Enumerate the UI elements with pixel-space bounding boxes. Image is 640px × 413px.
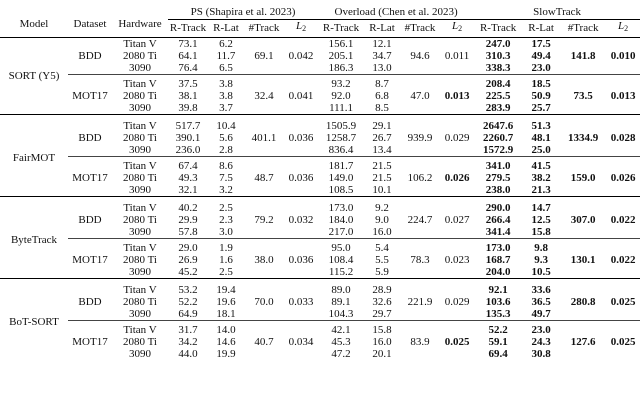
sl-rtrack-cell: 247.0: [485, 38, 511, 50]
ps-rtrack-cell: 44.0: [178, 348, 198, 360]
ov-rlat-cell: 28.9: [372, 284, 392, 296]
ov-rtrack-cell: 45.3: [331, 336, 351, 348]
ps-rlat-cell: 8.6: [219, 160, 233, 172]
sl-rlat-cell: 24.3: [531, 336, 551, 348]
dataset-cell: BDD: [78, 214, 102, 226]
ps-rtrack-cell: 57.8: [178, 226, 198, 238]
hardware-cell: Titan V: [123, 284, 157, 296]
sl-rtrack-cell: 204.0: [485, 266, 511, 278]
sl-rtrack-cell: 92.1: [488, 284, 508, 296]
sl-rlat-cell: 12.5: [531, 214, 551, 226]
ov-l2-cell: 0.027: [444, 214, 470, 226]
hardware-cell: Titan V: [123, 78, 157, 90]
ov-rtrack-cell: 1505.9: [325, 120, 357, 132]
ov-rtrack-cell: 93.2: [331, 78, 351, 90]
sl-rtrack-cell: 1572.9: [482, 144, 514, 156]
sl-rtrack-cell: 135.3: [485, 308, 511, 320]
ps-rlat-cell: 14.6: [216, 336, 236, 348]
ov-l2-header: $L_2$: [452, 20, 463, 33]
ps-l2-cell: 0.036: [288, 254, 314, 266]
sl-l2-cell: 0.022: [610, 214, 636, 226]
ps-rlat-cell: 19.9: [216, 348, 236, 360]
ov-rlat-cell: 9.2: [375, 202, 389, 214]
sl-ntrack-cell: 307.0: [570, 214, 596, 226]
table-row: [0, 38, 640, 51]
dataset-cell: MOT17: [72, 254, 108, 266]
sl-rlat-cell: 33.6: [531, 284, 551, 296]
sl-rlat-cell: 41.5: [531, 160, 551, 172]
ov-rtrack-cell: 92.0: [331, 90, 351, 102]
sl-rtrack-cell: 279.5: [485, 172, 511, 184]
sl-ntrack-cell: 73.5: [573, 90, 593, 102]
sl-l2-cell: 0.025: [610, 296, 636, 308]
dataset-cell: MOT17: [72, 90, 108, 102]
sl-rlat-cell: 36.5: [531, 296, 551, 308]
overload-group-header: Overload (Chen et al. 2023): [318, 3, 474, 20]
ov-rtrack-cell: 1258.7: [325, 132, 357, 144]
hardware-cell: Titan V: [123, 324, 157, 336]
ov-l2-cell: 0.029: [444, 132, 470, 144]
ps-rlat-cell: 1.9: [219, 242, 233, 254]
model-cell: BoT-SORT: [9, 316, 59, 328]
ps-ntrack-cell: 69.1: [254, 50, 274, 62]
hardware-cell: 2080 Ti: [123, 50, 157, 62]
hardware-cell: 2080 Ti: [123, 336, 157, 348]
hardware-cell: 3090: [129, 226, 151, 238]
sl-rlat-cell: 49.7: [531, 308, 551, 320]
ov-rlat-cell: 20.1: [372, 348, 392, 360]
ps-rlat-cell: 11.7: [216, 50, 236, 62]
ov-ntrack-header: #Track: [404, 21, 436, 34]
ov-rlat-header: R-Lat: [369, 21, 395, 34]
dataset-cell: MOT17: [72, 172, 108, 184]
ov-rlat-cell: 34.7: [372, 50, 392, 62]
ov-rtrack-header: R-Track: [322, 21, 360, 34]
hardware-cell: Titan V: [123, 38, 157, 50]
ps-rtrack-cell: 64.1: [178, 50, 198, 62]
sl-rlat-cell: 18.5: [531, 78, 551, 90]
ov-rlat-cell: 12.1: [372, 38, 392, 50]
ps-rlat-cell: 1.6: [219, 254, 233, 266]
sl-rtrack-cell: 173.0: [485, 242, 511, 254]
ps-l2-cell: 0.033: [288, 296, 314, 308]
ps-ntrack-cell: 40.7: [254, 336, 274, 348]
hardware-header: Hardware: [118, 17, 162, 30]
header-row-groups: [0, 3, 640, 20]
ps-rlat-cell: 19.6: [216, 296, 236, 308]
hardware-cell: Titan V: [123, 202, 157, 214]
sl-rlat-header: R-Lat: [528, 21, 554, 34]
ov-l2-cell: 0.013: [444, 90, 470, 102]
ov-rlat-cell: 16.0: [372, 226, 392, 238]
sl-rtrack-cell: 69.4: [488, 348, 508, 360]
ov-rtrack-cell: 108.4: [328, 254, 354, 266]
ps-rlat-cell: 7.5: [219, 172, 233, 184]
sl-rlat-cell: 9.3: [534, 254, 548, 266]
sl-l2-cell: 0.022: [610, 254, 636, 266]
dataset-cell: BDD: [78, 132, 102, 144]
ov-l2-cell: 0.029: [444, 296, 470, 308]
table-row: [0, 284, 640, 296]
hardware-cell: 2080 Ti: [123, 296, 157, 308]
dataset-header: Dataset: [73, 17, 107, 30]
hardware-cell: Titan V: [123, 242, 157, 254]
sl-l2-cell: 0.013: [610, 90, 636, 102]
ov-rlat-cell: 21.5: [372, 172, 392, 184]
ov-rlat-cell: 6.8: [375, 90, 389, 102]
ps-rlat-cell: 2.3: [219, 214, 233, 226]
hardware-cell: 2080 Ti: [123, 172, 157, 184]
results-table: [0, 3, 640, 360]
model-header: Model: [19, 17, 49, 30]
ov-rlat-cell: 5.4: [375, 242, 389, 254]
ps-rlat-header: R-Lat: [213, 21, 239, 34]
ps-rtrack-cell: 26.9: [178, 254, 198, 266]
ps-rtrack-cell: 52.2: [178, 296, 198, 308]
sl-rtrack-cell: 238.0: [485, 184, 511, 196]
ov-rtrack-cell: 186.3: [328, 62, 354, 74]
ps-rlat-cell: 18.1: [216, 308, 236, 320]
ov-rtrack-cell: 217.0: [328, 226, 354, 238]
ps-rlat-cell: 19.4: [216, 284, 236, 296]
hardware-cell: 2080 Ti: [123, 132, 157, 144]
hardware-cell: 3090: [129, 102, 151, 114]
ov-rlat-cell: 26.7: [372, 132, 392, 144]
ps-rtrack-cell: 38.1: [178, 90, 198, 102]
sl-rtrack-cell: 103.6: [485, 296, 511, 308]
ov-l2-cell: 0.025: [444, 336, 470, 348]
sl-rtrack-cell: 208.4: [485, 78, 511, 90]
ps-ntrack-cell: 38.0: [254, 254, 274, 266]
ov-rtrack-cell: 149.0: [328, 172, 354, 184]
ps-rtrack-cell: 40.2: [178, 202, 198, 214]
ov-l2-cell: 0.011: [444, 50, 470, 62]
ps-rtrack-cell: 31.7: [178, 324, 198, 336]
sl-rlat-cell: 30.8: [531, 348, 551, 360]
sl-ntrack-header: #Track: [567, 21, 599, 34]
hardware-cell: 3090: [129, 184, 151, 196]
model-cell: ByteTrack: [10, 234, 58, 246]
sl-rlat-cell: 50.9: [531, 90, 551, 102]
sl-rlat-cell: 21.3: [531, 184, 551, 196]
ov-rtrack-cell: 181.7: [328, 160, 354, 172]
sl-rlat-cell: 23.0: [531, 62, 551, 74]
ps-ntrack-cell: 70.0: [254, 296, 274, 308]
ps-rtrack-cell: 64.9: [178, 308, 198, 320]
hardware-cell: 3090: [129, 308, 151, 320]
sl-l2-cell: 0.010: [610, 50, 636, 62]
ov-rtrack-cell: 104.3: [328, 308, 354, 320]
ov-ntrack-cell: 939.9: [407, 132, 433, 144]
sl-rtrack-cell: 2260.7: [482, 132, 514, 144]
ps-rtrack-cell: 45.2: [178, 266, 198, 278]
ps-rlat-cell: 3.7: [219, 102, 233, 114]
hardware-cell: 2080 Ti: [123, 254, 157, 266]
hardware-cell: Titan V: [123, 160, 157, 172]
sl-rtrack-cell: 225.5: [485, 90, 511, 102]
ps-rlat-cell: 2.8: [219, 144, 233, 156]
sl-rtrack-cell: 341.0: [485, 160, 511, 172]
table-row: [0, 242, 640, 254]
table-row: [0, 120, 640, 132]
sl-ntrack-cell: 159.0: [570, 172, 596, 184]
hardware-cell: 2080 Ti: [123, 214, 157, 226]
ov-l2-cell: 0.023: [444, 254, 470, 266]
dataset-cell: BDD: [78, 296, 102, 308]
table-body: [0, 38, 640, 361]
ov-rtrack-cell: 47.2: [331, 348, 351, 360]
sl-ntrack-cell: 127.6: [570, 336, 596, 348]
sl-rlat-cell: 23.0: [531, 324, 551, 336]
sl-rlat-cell: 25.0: [531, 144, 551, 156]
ps-l2-cell: 0.036: [288, 132, 314, 144]
ps-l2-cell: 0.042: [288, 50, 314, 62]
table-row: [0, 78, 640, 90]
ov-rtrack-cell: 89.0: [331, 284, 351, 296]
ps-l2-cell: 0.036: [288, 172, 314, 184]
ps-rtrack-cell: 39.8: [178, 102, 198, 114]
slowtrack-group-header: SlowTrack: [474, 3, 640, 20]
table-row: [0, 202, 640, 214]
ps-ntrack-cell: 48.7: [254, 172, 274, 184]
ps-rtrack-cell: 29.0: [178, 242, 198, 254]
sl-l2-cell: 0.026: [610, 172, 636, 184]
dataset-cell: BDD: [78, 50, 102, 62]
ps-rtrack-cell: 390.1: [175, 132, 201, 144]
ps-rlat-cell: 3.8: [219, 78, 233, 90]
ps-ntrack-cell: 32.4: [254, 90, 274, 102]
ov-rtrack-cell: 173.0: [328, 202, 354, 214]
ov-ntrack-cell: 47.0: [410, 90, 430, 102]
ps-rlat-cell: 2.5: [219, 202, 233, 214]
ov-rlat-cell: 8.5: [375, 102, 389, 114]
sl-rtrack-cell: 52.2: [488, 324, 508, 336]
sl-rtrack-cell: 290.0: [485, 202, 511, 214]
ov-ntrack-cell: 224.7: [407, 214, 433, 226]
ps-rtrack-cell: 236.0: [175, 144, 201, 156]
ov-rtrack-cell: 205.1: [328, 50, 354, 62]
sl-rlat-cell: 17.5: [531, 38, 551, 50]
sl-ntrack-cell: 280.8: [570, 296, 596, 308]
ov-rtrack-cell: 89.1: [331, 296, 351, 308]
ps-rlat-cell: 10.4: [216, 120, 236, 132]
ov-ntrack-cell: 78.3: [410, 254, 430, 266]
ov-rlat-cell: 9.0: [375, 214, 389, 226]
table-row: [0, 160, 640, 172]
ps-rlat-cell: 3.0: [219, 226, 233, 238]
ps-rtrack-cell: 32.1: [178, 184, 198, 196]
ps-group-header: PS (Shapira et al. 2023): [168, 3, 318, 20]
sl-l2-cell: 0.025: [610, 336, 636, 348]
sl-rtrack-cell: 341.4: [485, 226, 511, 238]
ov-ntrack-cell: 221.9: [407, 296, 433, 308]
ov-rlat-cell: 13.4: [372, 144, 392, 156]
ps-ntrack-cell: 79.2: [254, 214, 274, 226]
ov-rtrack-cell: 42.1: [331, 324, 351, 336]
ov-rtrack-cell: 95.0: [331, 242, 351, 254]
sl-rlat-cell: 51.3: [531, 120, 551, 132]
ov-rlat-cell: 29.7: [372, 308, 392, 320]
ov-ntrack-cell: 83.9: [410, 336, 430, 348]
sl-rlat-cell: 48.1: [531, 132, 551, 144]
sl-rlat-cell: 9.8: [534, 242, 548, 254]
ps-l2-cell: 0.032: [288, 214, 314, 226]
ov-rlat-cell: 5.5: [375, 254, 389, 266]
sl-rlat-cell: 25.7: [531, 102, 551, 114]
hardware-cell: 3090: [129, 266, 151, 278]
ov-rtrack-cell: 184.0: [328, 214, 354, 226]
ov-rtrack-cell: 156.1: [328, 38, 354, 50]
sl-ntrack-cell: 1334.9: [567, 132, 599, 144]
ps-rtrack-header: R-Track: [169, 21, 207, 34]
ov-ntrack-cell: 94.6: [410, 50, 430, 62]
ps-rtrack-cell: 53.2: [178, 284, 198, 296]
ov-rtrack-cell: 108.5: [328, 184, 354, 196]
ov-l2-cell: 0.026: [444, 172, 470, 184]
hardware-cell: 3090: [129, 62, 151, 74]
sl-rtrack-cell: 283.9: [485, 102, 511, 114]
ps-rlat-cell: 3.8: [219, 90, 233, 102]
ov-rlat-cell: 5.9: [375, 266, 389, 278]
ps-ntrack-cell: 401.1: [251, 132, 277, 144]
ps-rlat-cell: 5.6: [219, 132, 233, 144]
ps-ntrack-header: #Track: [248, 21, 280, 34]
hardware-cell: 3090: [129, 144, 151, 156]
ov-rlat-cell: 16.0: [372, 336, 392, 348]
ps-rlat-cell: 2.5: [219, 266, 233, 278]
sl-rtrack-cell: 266.4: [485, 214, 511, 226]
ov-rtrack-cell: 111.1: [329, 102, 354, 114]
ov-rlat-cell: 29.1: [372, 120, 392, 132]
sl-rlat-cell: 10.5: [531, 266, 551, 278]
sl-rtrack-cell: 168.7: [485, 254, 511, 266]
ov-ntrack-cell: 106.2: [407, 172, 433, 184]
ps-rtrack-cell: 34.2: [178, 336, 198, 348]
sl-l2-header: $L_2$: [618, 20, 629, 33]
ps-rtrack-cell: 517.7: [175, 120, 201, 132]
ps-rtrack-cell: 37.5: [178, 78, 198, 90]
ov-rlat-cell: 10.1: [372, 184, 392, 196]
ps-rtrack-cell: 49.3: [178, 172, 198, 184]
ov-rtrack-cell: 115.2: [328, 266, 354, 278]
sl-ntrack-cell: 130.1: [570, 254, 596, 266]
ps-rlat-cell: 14.0: [216, 324, 236, 336]
ov-rlat-cell: 32.6: [372, 296, 392, 308]
sl-rlat-cell: 38.2: [531, 172, 551, 184]
ov-rlat-cell: 8.7: [375, 78, 389, 90]
hardware-cell: 3090: [129, 348, 151, 360]
ps-rtrack-cell: 67.4: [178, 160, 198, 172]
sl-rlat-cell: 14.7: [531, 202, 551, 214]
ps-rtrack-cell: 29.9: [178, 214, 198, 226]
ps-l2-cell: 0.034: [288, 336, 314, 348]
sl-rtrack-cell: 2647.6: [482, 120, 514, 132]
sl-rlat-cell: 49.4: [531, 50, 551, 62]
model-cell: FairMOT: [12, 152, 56, 164]
sl-rlat-cell: 15.8: [531, 226, 551, 238]
sl-rtrack-cell: 310.3: [485, 50, 511, 62]
sl-rtrack-cell: 338.3: [485, 62, 511, 74]
ps-rtrack-cell: 73.1: [178, 38, 198, 50]
sl-ntrack-cell: 141.8: [570, 50, 596, 62]
ps-rlat-cell: 3.2: [219, 184, 233, 196]
ov-rlat-cell: 15.8: [372, 324, 392, 336]
ps-rlat-cell: 6.2: [219, 38, 233, 50]
ov-rlat-cell: 13.0: [372, 62, 392, 74]
ps-rtrack-cell: 76.4: [178, 62, 198, 74]
table-row: [0, 324, 640, 336]
ov-rtrack-cell: 836.4: [328, 144, 354, 156]
hardware-cell: Titan V: [123, 120, 157, 132]
hardware-cell: 2080 Ti: [123, 90, 157, 102]
ps-rlat-cell: 6.5: [219, 62, 233, 74]
ps-l2-cell: 0.041: [288, 90, 314, 102]
sl-rtrack-cell: 59.1: [488, 336, 508, 348]
ps-l2-header: $L_2$: [295, 20, 307, 33]
sl-rtrack-header: R-Track: [479, 21, 517, 34]
model-cell: SORT (Y5): [8, 70, 60, 82]
ov-rlat-cell: 21.5: [372, 160, 392, 172]
dataset-cell: MOT17: [72, 336, 108, 348]
sl-l2-cell: 0.028: [610, 132, 636, 144]
